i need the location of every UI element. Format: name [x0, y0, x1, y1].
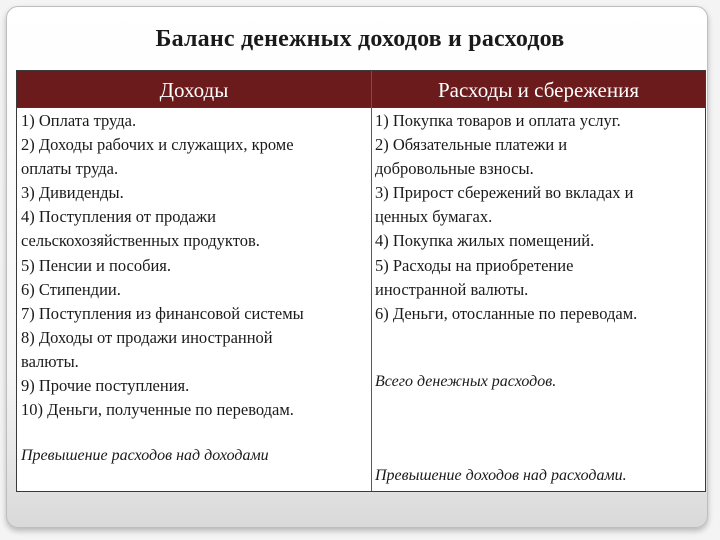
- expense-line: иностранной валюты.: [375, 279, 529, 299]
- income-footer: Превышение расходов над доходами: [21, 447, 269, 464]
- expense-line: ценных бумагах.: [375, 207, 493, 227]
- income-line: оплаты труда.: [21, 159, 119, 179]
- expense-line: 6) Деньги, отосланные по переводам.: [375, 303, 638, 323]
- table-header: [17, 71, 705, 108]
- header-expenses: Расходы и сбережения: [438, 78, 639, 102]
- income-line: 10) Деньги, полученные по переводам.: [21, 400, 294, 420]
- income-line: 3) Дивиденды.: [21, 183, 124, 203]
- expense-line: 4) Покупка жилых помещений.: [375, 231, 595, 251]
- expenses-column: [375, 109, 701, 326]
- income-line: 4) Поступления от продажи: [21, 207, 216, 227]
- income-line: сельскохозяйственных продуктов.: [21, 231, 260, 251]
- income-line: 8) Доходы от продажи иностранной: [21, 327, 273, 347]
- income-line: 5) Пенсии и пособия.: [21, 255, 172, 275]
- income-line: 6) Стипендии.: [21, 279, 121, 299]
- column-divider: [371, 71, 372, 491]
- slide-title: Баланс денежных доходов и расходов: [155, 26, 565, 52]
- expense-footer: Превышение доходов над расходами.: [375, 467, 627, 484]
- income-line: 1) Оплата труда.: [21, 111, 137, 130]
- header-income: Доходы: [159, 78, 229, 102]
- income-line: 7) Поступления из финансовой системы: [21, 303, 304, 323]
- income-line: 9) Прочие поступления.: [21, 376, 190, 396]
- expense-line: 3) Прирост сбережений во вкладах и: [375, 183, 634, 203]
- expense-line: добровольные взносы.: [375, 159, 534, 179]
- expense-line: 5) Расходы на приобретение: [375, 255, 574, 275]
- expense-total: Всего денежных расходов.: [375, 373, 557, 390]
- balance-table: [16, 70, 706, 492]
- income-line: валюты.: [21, 351, 79, 371]
- expense-line: 1) Покупка товаров и оплата услуг.: [375, 111, 621, 130]
- expense-line: 2) Обязательные платежи и: [375, 135, 568, 155]
- income-column: [21, 109, 369, 422]
- income-line: 2) Доходы рабочих и служащих, кроме: [21, 135, 294, 155]
